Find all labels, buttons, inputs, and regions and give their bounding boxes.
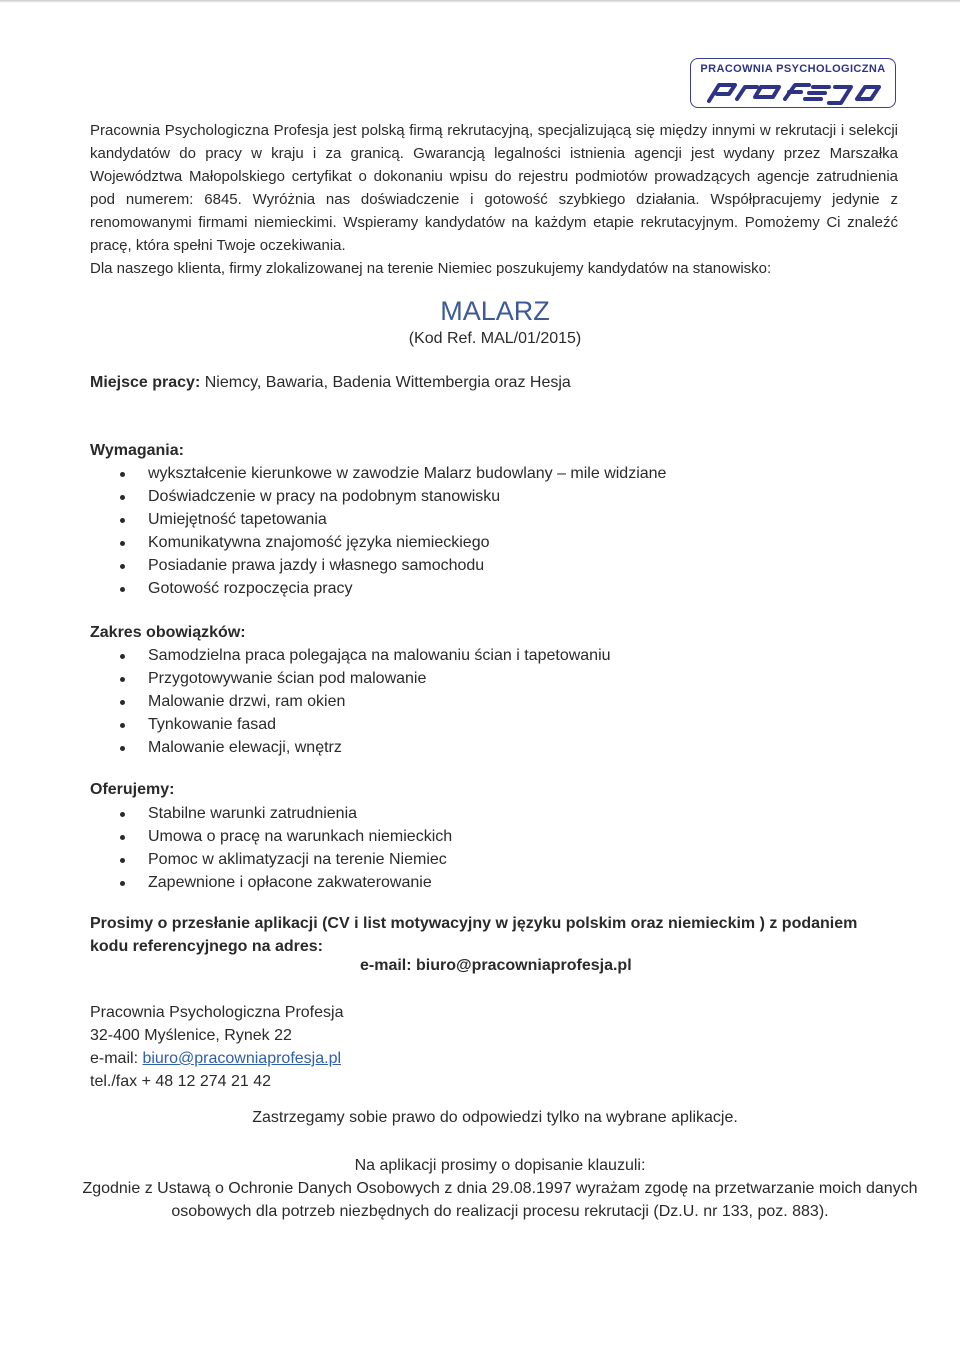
list-item: Doświadczenie w pracy na podobnym stanowisku (90, 485, 666, 508)
workplace (90, 374, 571, 392)
list-item: wykształcenie kierunkowe w zawodzie Malarz budowlany – mile widziane (90, 462, 666, 485)
apply-instructions: Prosimy o przesłanie aplikacji (CV i list motywacyjny w języku polskim oraz niemieckim ) z podaniem kodu referencyjnego na adres: (90, 915, 858, 955)
logo-script-graphic (701, 79, 887, 105)
intro-lead: Dla naszego klienta, firmy zlokalizowanej na terenie Niemiec poszukujemy kandydatów na stanowisko: (90, 260, 772, 277)
list-item: Malowanie drzwi, ram okien (90, 690, 611, 713)
offer-list (90, 802, 452, 894)
list-item: Posiadanie prawa jazdy i własnego samochodu (90, 554, 666, 577)
contact-block (90, 1001, 343, 1093)
clause-text: Zgodnie z Ustawą o Ochronie Danych Osobowych z dnia 29.08.1997 wyrażam zgodę na przetwarzanie moich danych osobowych dla potrzeb niezbędnych do realizacji procesu rekrutacji (Dz.U. nr 133, poz. 883). (82, 1180, 918, 1220)
intro-section (90, 119, 898, 280)
privacy-clause (80, 1154, 920, 1223)
workplace-label: Miejsce pracy: (90, 374, 201, 391)
apply-email: e-mail: biuro@pracowniaprofesja.pl (360, 957, 632, 974)
list-item: Pomoc w aklimatyzacji na terenie Niemiec (90, 848, 452, 871)
contact-email-link[interactable]: biuro@pracowniaprofesja.pl (142, 1050, 342, 1067)
scan-edge (0, 0, 960, 3)
list-item: Stabilne warunki zatrudnienia (90, 802, 452, 825)
duties-heading: Zakres obowiązków: (90, 624, 246, 641)
list-item: Samodzielna praca polegająca na malowaniu ścian i tapetowaniu (90, 644, 611, 667)
logo-top-text: PRACOWNIA PSYCHOLOGICZNA (700, 63, 886, 75)
workplace-value: Niemcy, Bawaria, Badenia Wittembergia oraz Hesja (204, 374, 571, 391)
requirements-heading: Wymagania: (90, 442, 184, 459)
list-item: Umiejętność tapetowania (90, 508, 666, 531)
list-item: Malowanie elewacji, wnętrz (90, 736, 611, 759)
contact-name: Pracownia Psychologiczna Profesja (90, 1004, 344, 1021)
list-item: Zapewnione i opłacone zakwaterowanie (90, 871, 452, 894)
selection-notice: Zastrzegamy sobie prawo do odpowiedzi tylko na wybrane aplikacje. (252, 1109, 738, 1126)
contact-email-row (90, 1047, 343, 1070)
job-title: MALARZ (440, 296, 550, 326)
clause-intro: Na aplikacji prosimy o dopisanie klauzuli: (354, 1157, 646, 1174)
contact-phone: tel./fax + 48 12 274 21 42 (90, 1073, 272, 1090)
list-item: Umowa o pracę na warunkach niemieckich (90, 825, 452, 848)
contact-address: 32-400 Myślenice, Rynek 22 (90, 1027, 292, 1044)
intro-paragraph: Pracownia Psychologiczna Profesja jest polską firmą rekrutacyjną, specjalizującą się między innymi w rekrutacji i selekcji kandydatów do pracy w kraju i za granicą. Gwarancją legalności istnienia agencji jest wydany przez Marszałka Województwa Małopolskiego certyfikat o dokonaniu wpisu do rejestru podmiotów prowadzących agencje zatrudnienia pod numerem: 6845. Wyróżnia nas doświadczenie i gotowość szybkiego działania. Współpracujemy jedynie z renomowanymi firmami niemieckimi. Wspieramy kandydatów na każdym etapie rekrutacyjnym. Pomożemy Ci znaleźć pracę, która spełni Twoje oczekiwania. (90, 122, 898, 254)
duties-list (90, 644, 611, 759)
requirements-list (90, 462, 666, 600)
list-item: Przygotowywanie ścian pod malowanie (90, 667, 611, 690)
job-reference: (Kod Ref. MAL/01/2015) (408, 330, 582, 347)
offer-heading: Oferujemy: (90, 781, 175, 798)
contact-email-label: e-mail: (90, 1050, 143, 1067)
list-item: Tynkowanie fasad (90, 713, 611, 736)
list-item: Gotowość rozpoczęcia pracy (90, 577, 666, 600)
list-item: Komunikatywna znajomość języka niemieckiego (90, 531, 666, 554)
company-logo (690, 58, 896, 108)
